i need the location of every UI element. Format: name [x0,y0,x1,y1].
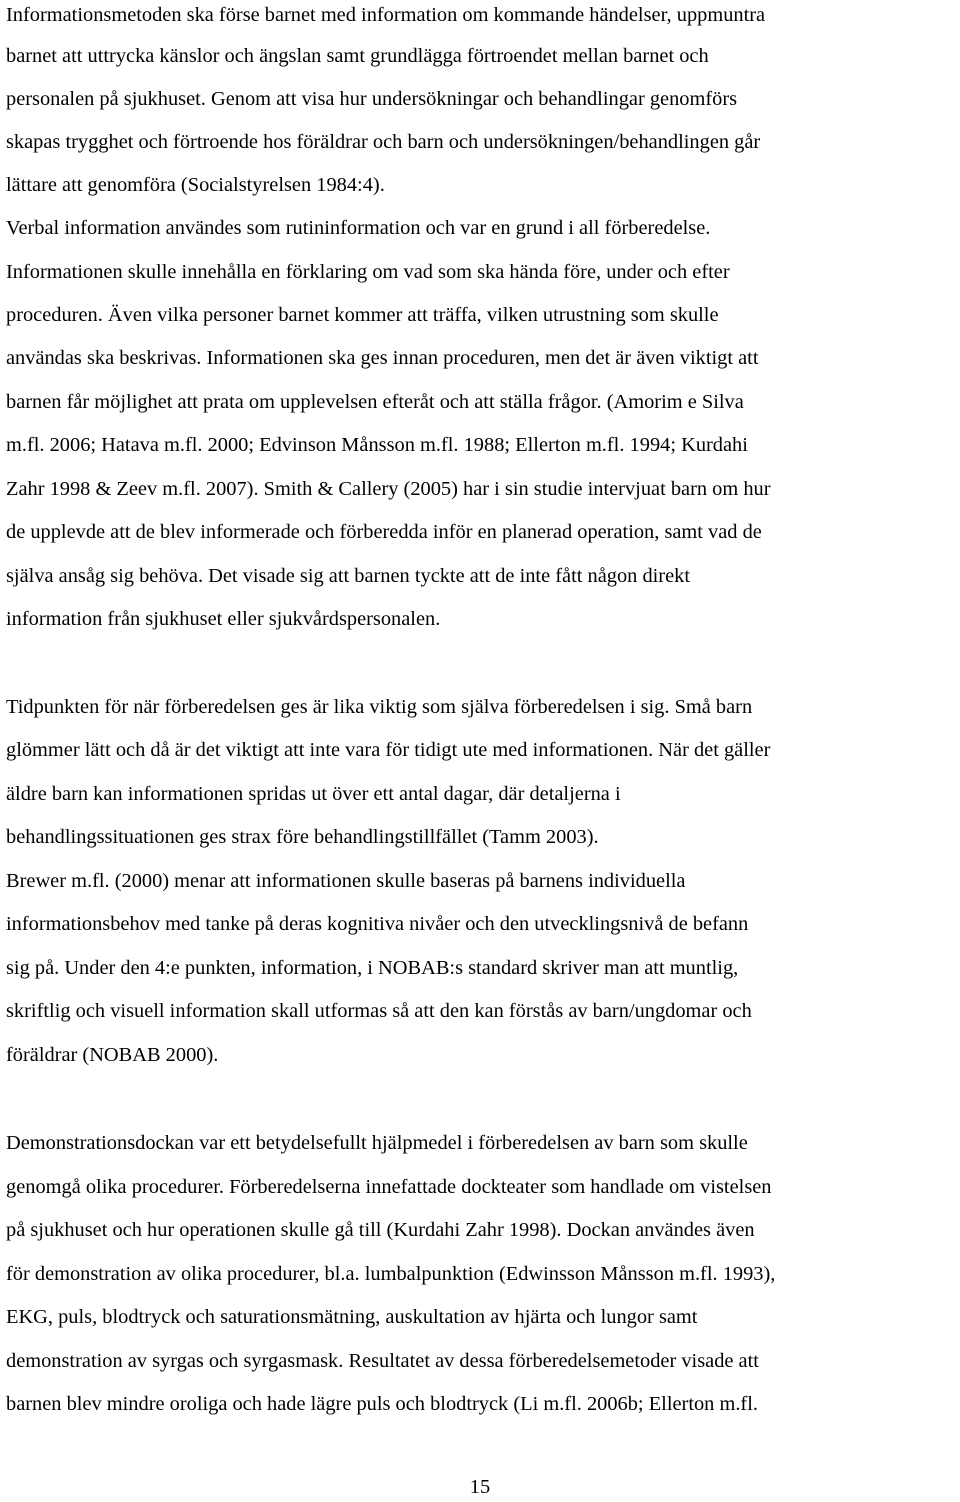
text-line: Tidpunkten för när förberedelsen ges är lika viktig som själva förberedelsen i sig. Små barn [6,696,753,718]
text-line: Informationsmetoden ska förse barnet med information om kommande händelser, uppmuntra [6,4,766,26]
text-line: proceduren. Även vilka personer barnet kommer att träffa, vilken utrustning som skulle [6,304,719,326]
text-line: Zahr 1998 & Zeev m.fl. 2007). Smith & Callery (2005) har i sin studie intervjuat barn om hur [6,478,771,500]
text-line: Brewer m.fl. (2000) menar att informationen skulle baseras på barnens individuella [6,870,686,892]
text-line: barnen får möjlighet att prata om upplevelsen efteråt och att ställa frågor. (Amorim e Silva [6,391,744,413]
text-line: m.fl. 2006; Hatava m.fl. 2000; Edvinson Månsson m.fl. 1988; Ellerton m.fl. 1994; Kurdahi [6,434,748,456]
text-line: barnen blev mindre oroliga och hade lägre puls och blodtryck (Li m.fl. 2006b; Ellerton m.fl. [6,1393,758,1415]
text-line: föräldrar (NOBAB 2000). [6,1044,219,1066]
text-line: demonstration av syrgas och syrgasmask. Resultatet av dessa förberedelsemetoder visade att [6,1350,759,1372]
text-line: äldre barn kan informationen spridas ut över ett antal dagar, där detaljerna i [6,783,621,805]
text-line: glömmer lätt och då är det viktigt att inte vara för tidigt ute med informationen. När det gäller [6,739,771,761]
text-line: personalen på sjukhuset. Genom att visa hur undersökningar och behandlingar genomförs [6,88,738,110]
text-line: Informationen skulle innehålla en förklaring om vad som ska hända före, under och efter [6,261,730,283]
text-line: skapas trygghet och förtroende hos föräldrar och barn och undersökningen/behandlingen går [6,131,761,153]
text-line: Verbal information användes som rutininformation och var en grund i all förberedelse. [6,217,711,239]
text-line: Demonstrationsdockan var ett betydelsefullt hjälpmedel i förberedelsen av barn som skulle [6,1132,748,1154]
text-line: barnet att uttrycka känslor och ängslan samt grundlägga förtroendet mellan barnet och [6,45,709,67]
text-line: sig på. Under den 4:e punkten, information, i NOBAB:s standard skriver man att muntlig, [6,957,739,979]
text-line: på sjukhuset och hur operationen skulle gå till (Kurdahi Zahr 1998). Dockan användes även [6,1219,755,1241]
text-line: behandlingssituationen ges strax före behandlingstillfället (Tamm 2003). [6,826,599,848]
page-number: 15 [469,1476,491,1498]
text-line: användas ska beskrivas. Informationen ska ges innan proceduren, men det är även viktigt att [6,347,759,369]
text-line: genomgå olika procedurer. Förberedelserna innefattade dockteater som handlade om vistelsen [6,1176,772,1198]
text-line: de upplevde att de blev informerade och förberedda inför en planerad operation, samt vad de [6,521,762,543]
text-line: skriftlig och visuell information skall utformas så att den kan förstås av barn/ungdomar och [6,1000,752,1022]
text-line: för demonstration av olika procedurer, bl.a. lumbalpunktion (Edwinsson Månsson m.fl. 1993), [6,1263,776,1285]
text-line: själva ansåg sig behöva. Det visade sig att barnen tyckte att de inte fått någon direkt [6,565,691,587]
text-line: lättare att genomföra (Socialstyrelsen 1984:4). [6,174,385,196]
text-line: information från sjukhuset eller sjukvårdspersonalen. [6,608,441,630]
text-line: EKG, puls, blodtryck och saturationsmätning, auskultation av hjärta och lungor samt [6,1306,698,1328]
text-line: informationsbehov med tanke på deras kognitiva nivåer och den utvecklingsnivå de befann [6,913,749,935]
